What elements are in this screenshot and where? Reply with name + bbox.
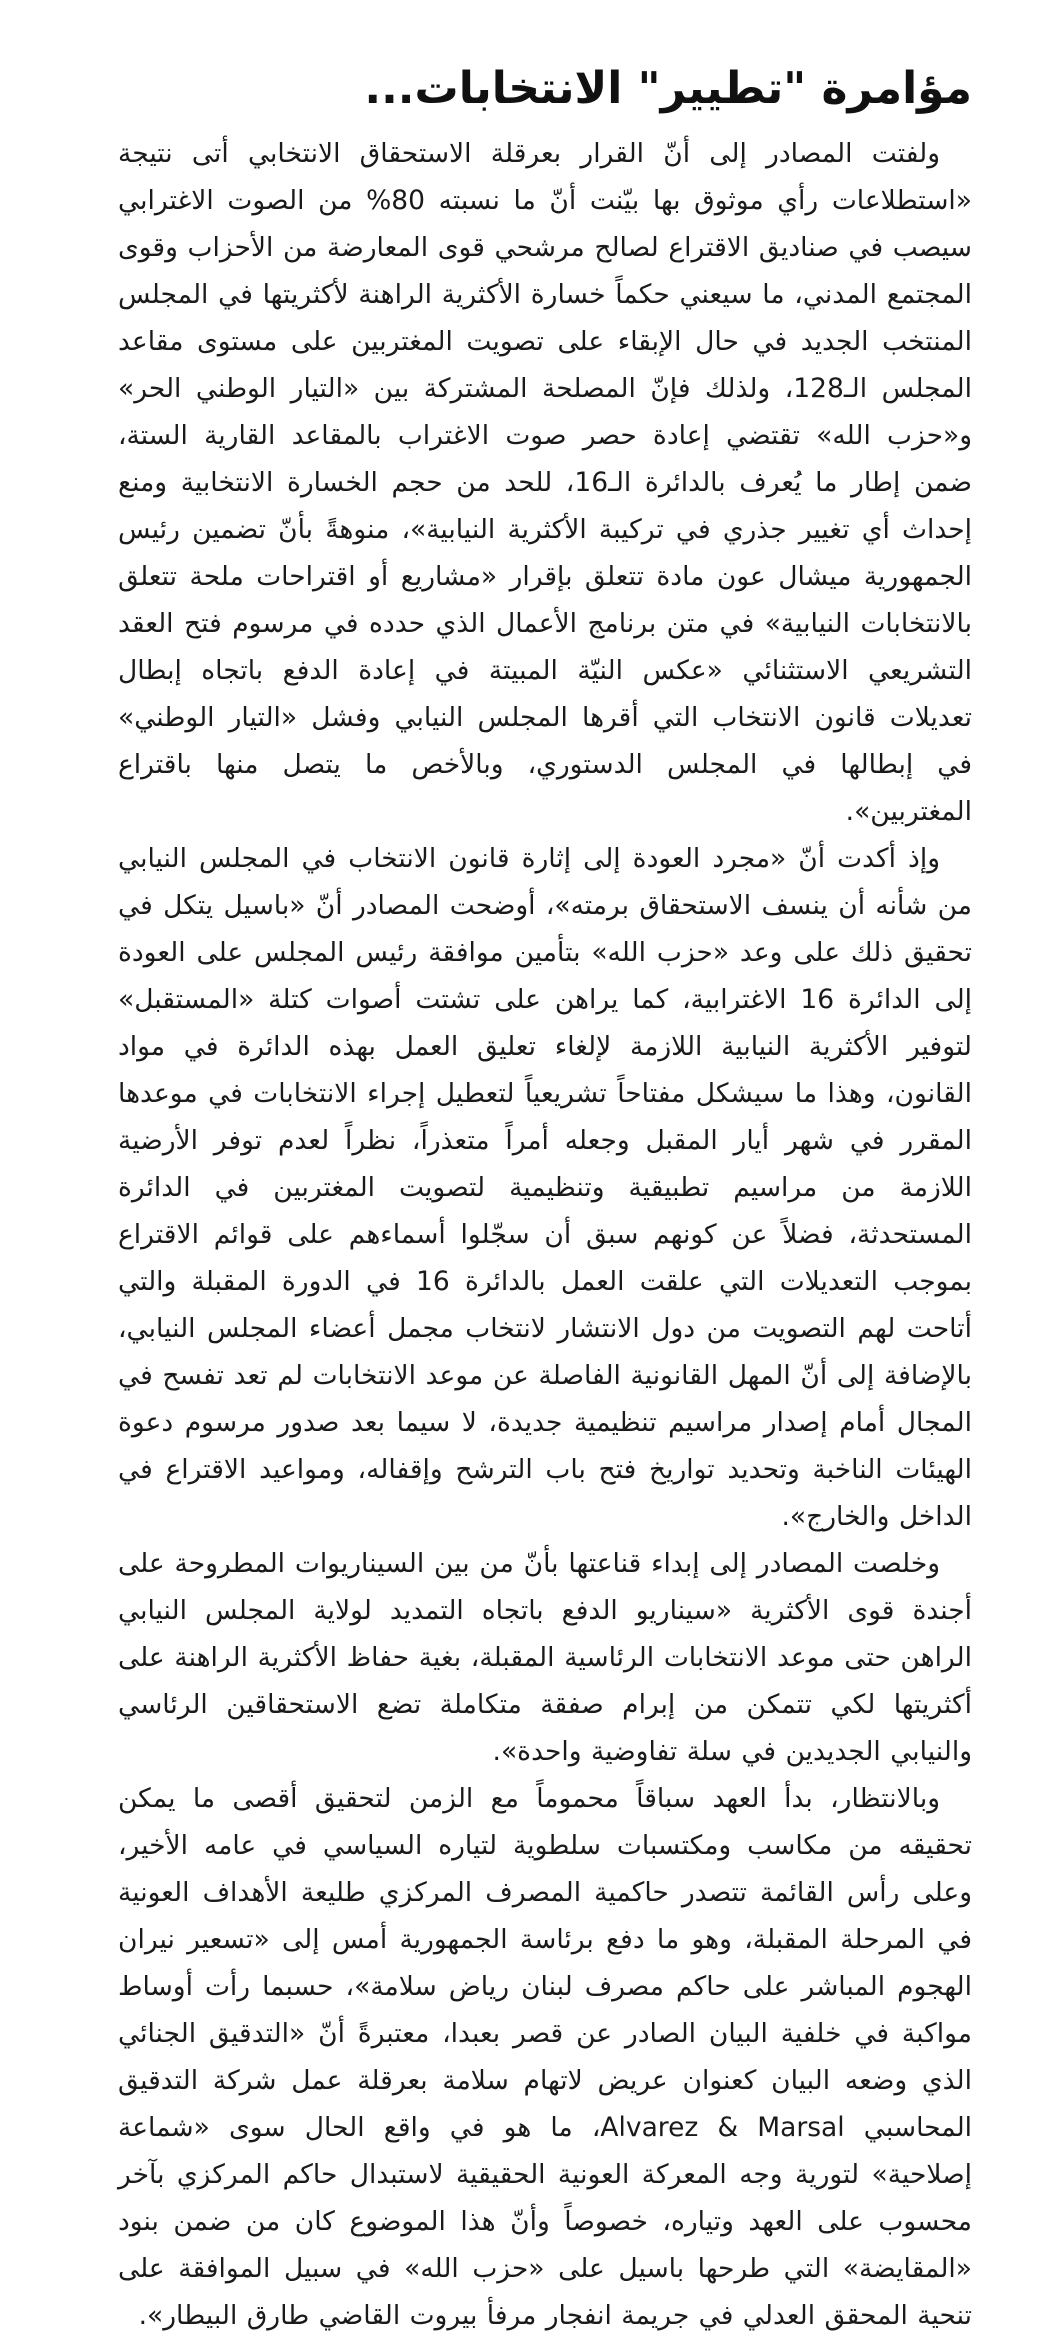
article-paragraph-2: وإذ أكدت أنّ «مجرد العودة إلى إثارة قانون الانتخاب في المجلس النيابي من شأنه أن ينسف الاستحقاق برمته»، أوضحت المصادر أنّ «باسيل يتكل في تحقيق ذلك على وعد «حزب الله» بتأمين موافقة رئيس المجلس على العودة إلى الدائرة 16 الاغترابية، كما يراهن على تشتت أصوات كتلة «المستقبل» لتوفير الأكثرية النيابية اللازمة لإلغاء تعليق العمل بهذه الدائرة في مواد القانون، وهذا ما سيشكل مفتاحاً تشريعياً لتعطيل إجراء الانتخابات في موعدها المقرر في شهر أيار المقبل وجعله أمراً متعذراً، نظراً لعدم توفر الأرضية اللازمة من مراسيم تطبيقية وتنظيمية لتصويت المغتربين في الدائرة المستحدثة، فضلاً عن كونهم سبق أن سجّلوا أسماءهم على قوائم الاقتراع بموجب التعديلات التي علقت العمل بالدائرة 16 في الدورة المقبلة والتي أتاحت لهم التصويت من دول الانتشار لانتخاب مجمل أعضاء المجلس النيابي، بالإضافة إلى أنّ المهل القانونية الفاصلة عن موعد الانتخابات لم تعد تفسح في المجال أمام إصدار مراسيم تنظيمية جديدة، لا سيما بعد صدور مرسوم دعوة الهيئات الناخبة وتحديد تواريخ فتح باب الترشح وإقفاله، ومواعيد الاقتراع في الداخل والخارج». xyxy=(118,843,972,1532)
article-paragraph-4: وبالانتظار، بدأ العهد سباقاً محموماً مع الزمن لتحقيق أقصى ما يمكن تحقيقه من مكاسب ومكتسبات سلطوية لتياره السياسي في عامه الأخير، وعلى رأس القائمة تتصدر حاكمية المصرف المركزي طليعة الأهداف العونية في المرحلة المقبلة، وهو ما دفع برئاسة الجمهورية أمس إلى «تسعير نيران الهجوم المباشر على حاكم مصرف لبنان رياض سلامة»، حسبما رأت أوساط مواكبة في خلفية البيان الصادر عن قصر بعبدا، معتبرةً أنّ «التدقيق الجنائي الذي وضعه البيان كعنوان عريض لاتهام سلامة بعرقلة عمل شركة التدقيق المحاسبي Alvarez & Marsal، ما هو في واقع الحال سوى «شماعة إصلاحية» لتورية وجه المعركة العونية الحقيقية لاستبدال حاكم المركزي بآخر محسوب على العهد وتياره، خصوصاً وأنّ هذا الموضوع كان من ضمن بنود «المقايضة» التي طرحها باسيل على «حزب الله» في سبيل الموافقة على تنحية المحقق العدلي في جريمة انفجار مرفأ بيروت القاضي طارق البيطار». xyxy=(118,1783,973,2331)
article-headline: مؤامرة "تطيير" الانتخابات... xyxy=(364,63,972,114)
article-paragraph-1: ولفتت المصادر إلى أنّ القرار بعرقلة الاستحقاق الانتخابي أتى نتيجة «استطلاعات رأي موثوق بها بيّنت أنّ ما نسبته 80% من الصوت الاغترابي سيصب في صناديق الاقتراع لصالح مرشحي قوى المعارضة من الأحزاب وقوى المجتمع المدني، ما سيعني حكماً خسارة الأكثرية الراهنة لأكثريتها في المجلس المنتخب الجديد في حال الإبقاء على تصويت المغتربين على مستوى مقاعد المجلس الـ128، ولذلك فإنّ المصلحة المشتركة بين «التيار الوطني الحر» و«حزب الله» تقتضي إعادة حصر صوت الاغتراب بالمقاعد القارية الستة، ضمن إطار ما يُعرف بالدائرة الـ16، للحد من حجم الخسارة الانتخابية ومنع إحداث أي تغيير جذري في تركيبة الأكثرية النيابية»، منوهةً بأنّ تضمين رئيس الجمهورية ميشال عون مادة تتعلق بإقرار «مشاريع أو اقتراحات ملحة تتعلق بالانتخابات النيابية» في متن برنامج الأعمال الذي حدده في مرسوم فتح العقد التشريعي الاستثنائي «عكس النيّة المبيتة في إعادة الدفع باتجاه إبطال تعديلات قانون الانتخاب التي أقرها المجلس النيابي وفشل «التيار الوطني» في إبطالها في المجلس الدستوري، وبالأخص ما يتصل منها باقتراع المغتربين». xyxy=(118,138,972,827)
article-paragraph-3: وخلصت المصادر إلى إبداء قناعتها بأنّ من بين السيناريوات المطروحة على أجندة قوى الأكثرية «سيناريو الدفع باتجاه التمديد لولاية المجلس النيابي الراهن حتى موعد الانتخابات الرئاسية المقبلة، بغية حفاظ الأكثرية الراهنة على أكثريتها لكي تتمكن من إبرام صفقة متكاملة تضع الاستحقاقين الرئاسي والنيابي الجديدين في سلة تفاوضية واحدة». xyxy=(118,1548,972,1767)
